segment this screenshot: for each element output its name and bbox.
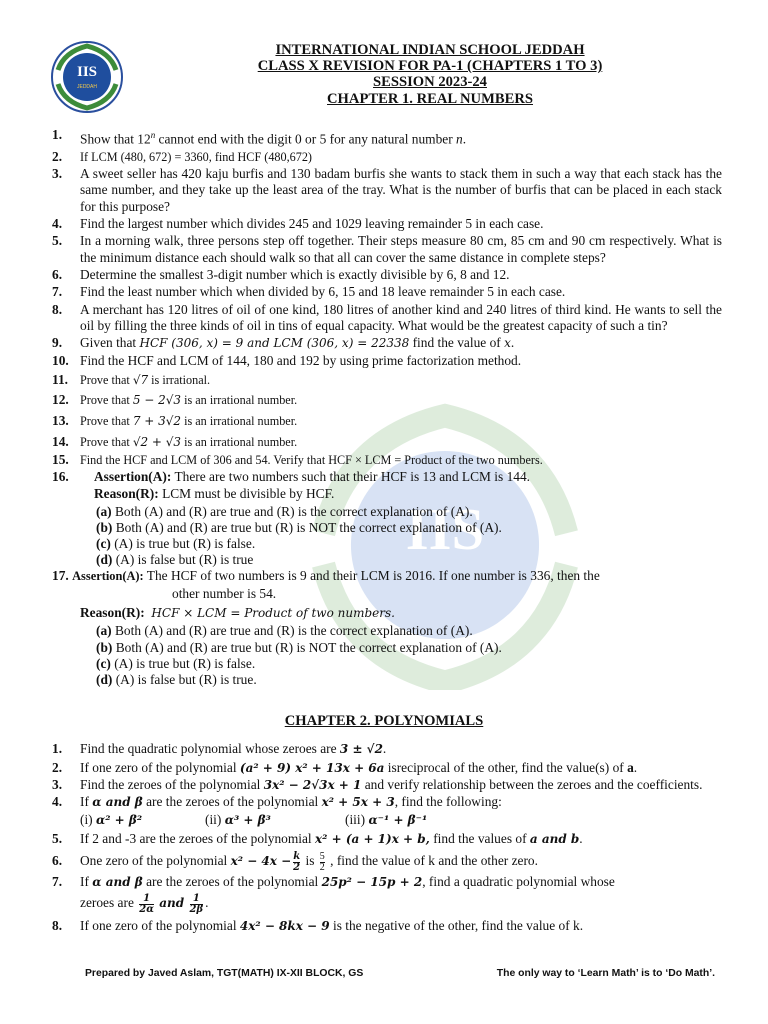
page-footer [85,968,715,984]
question-16-option-b: (b) Both (A) and (R) are true but (R) is NOT the correct explanation of (A). [96,519,502,535]
question-14: 14. Prove that √2 + √3 is an irrational number. [52,433,298,449]
question-13: 13. Prove that 7 + 3√2 is an irrational number. [52,412,298,428]
question-12: 12. Prove that 5 − 2√3 is an irrational number. [52,392,298,408]
school-logo [50,40,124,114]
ch2-question-4: 4. If α and β are the zeroes of the polynomial x² + 5x + 3, find the following: [52,794,502,810]
question-16-option-a: (a) Both (A) and (R) are true and (R) is the correct explanation of (A). [96,503,473,519]
question-4: 4. Find the largest number which divides 245 and 1029 leaving remainder 5 in each case. [52,216,544,232]
ch2-question-8: 8. If one zero of the polynomial 4x² − 8kx − 9 is the negative of the other, find the value of k. [52,917,584,933]
question-10: 10. Find the HCF and LCM of 144, 180 and 192 by using prime factorization method. [52,352,522,368]
question-6: 6. Determine the smallest 3-digit number which is exactly divisible by 6, 8 and 12. [52,267,510,283]
ch2-question-4-parts: (i) α² + β² (ii) α³ + β³ (iii) α⁻¹ + β⁻¹ [80,811,428,827]
chapter1-questions [52,127,722,688]
ch2-question-3: 3. Find the zeroes of the polynomial 3x² − 2√3x + 1 and verify relationship between the zeroes and the coefficients. [52,777,703,793]
question-17: 17. Assertion(A): The HCF of two numbers is 9 and their LCM is 2016. If one number is 336, then the [52,568,600,584]
question-1: 1. Show that 12$^n$ cannot end with the digit 0 or 5 for any natural number n. [52,127,467,147]
question-17-option-c: (c) (A) is true but (R) is false. [96,655,256,671]
ch2-question-2: 2. If one zero of the polynomial (a² + 9) x² + 13x + 6a isreciprocal of the other, find the value(s) of a. [52,759,638,775]
question-9: 9. Given that HCF (306, x) = 9 and LCM (306, x) = 22338 find the value of x. [52,335,515,351]
logo-subtext: JEDDAH [76,84,98,90]
logo-text: IIS [76,64,98,80]
ch2-question-7: 7. If α and β are the zeroes of the polynomial 25p² − 15p + 2, find a quadratic polynomial whose [52,873,615,889]
question-17-assertion-cont: other number is 54. [172,585,277,601]
ch2-question-7-cont: zeroes are $\frac{1}{2\alpha}$ and $\frac{1}{2\beta}$ . [80,892,209,915]
ch2-question-5: 5. If 2 and -3 are the zeroes of the polynomial x² + (a + 1)x + b, find the values of a and b. [52,830,583,846]
revision-title: CLASS X REVISION FOR PA-1 (CHAPTERS 1 TO 3) [257,58,603,75]
chapter2-title: CHAPTER 2. POLYNOMIALS [284,713,484,729]
question-8: 8. A merchant has 120 litres of oil of one kind, 180 litres of another kind and 240 litres of third kind. He wants to sell the oil by filling the three kinds of oil in tins of equal capacity. What would be the greatest capacity of such a tin? [52,301,722,334]
question-17-option-d: (d) (A) is false but (R) is true. [96,672,257,688]
footer-author: Prepared by Javed Aslam, TGT(MATH) IX-XII BLOCK, GS [85,968,364,979]
question-2: 2. If LCM (480, 672) = 3360, find HCF (480,672) [52,148,312,164]
svg-text:IIS: IIS [405,496,485,562]
ch2-question-6: 6. One zero of the polynomial x² − 4x − $\frac{k}{2}$ is $\frac{5}{2}$ , find the value of k and the other zero. [52,850,538,873]
ch2-question-1: 1. Find the quadratic polynomial whose zeroes are 3 ± √2. [52,741,387,756]
question-15: 15. Find the HCF and LCM of 306 and 54. Verify that HCF × LCM = Product of the two numbers. [52,452,543,468]
question-16-option-d: (d) (A) is false but (R) is true [96,552,254,568]
question-16: 16. Assertion(A): There are two numbers such that their HCF is 13 and LCM is 144. [52,469,531,485]
chapter1-title: CHAPTER 1. REAL NUMBERS [327,90,533,107]
school-name: INTERNATIONAL INDIAN SCHOOL JEDDAH [275,42,585,58]
question-16-reason: Reason(R): LCM must be divisible by HCF. [94,486,335,502]
question-11: 11. Prove that √7 is irrational. [52,371,211,387]
session-title: SESSION 2023-24 [373,74,487,91]
question-17-option-b: (b) Both (A) and (R) are true but (R) is NOT the correct explanation of (A). [96,639,502,655]
document-header [220,42,640,107]
question-5: 5. In a morning walk, three persons step off together. Their steps measure 80 cm, 85 cm and 90 cm respectively. What is the minimum distance each should walk so that all can cover the same distance in complete steps? [52,233,722,265]
question-7: 7. Find the least number which when divided by 6, 15 and 18 leave remainder 5 in each case. [52,284,566,300]
question-3: 3. A sweet seller has 420 kaju burfis and 130 badam burfis she wants to stack them in such a way that each stack has the same number, and they take up the least area of the tray. What is the number of burfis that can be placed in each stack for this purpose? [52,165,722,215]
question-17-reason: Reason(R): HCF × LCM = Product of two numbers. [80,604,395,620]
question-16-option-c: (c) (A) is true but (R) is false. [96,536,256,552]
question-17-option-a: (a) Both (A) and (R) are true and (R) is the correct explanation of (A). [96,623,473,639]
chapter2-questions [52,740,722,936]
footer-motto: The only way to ‘Learn Math’ is to ‘Do Math’. [496,968,715,979]
